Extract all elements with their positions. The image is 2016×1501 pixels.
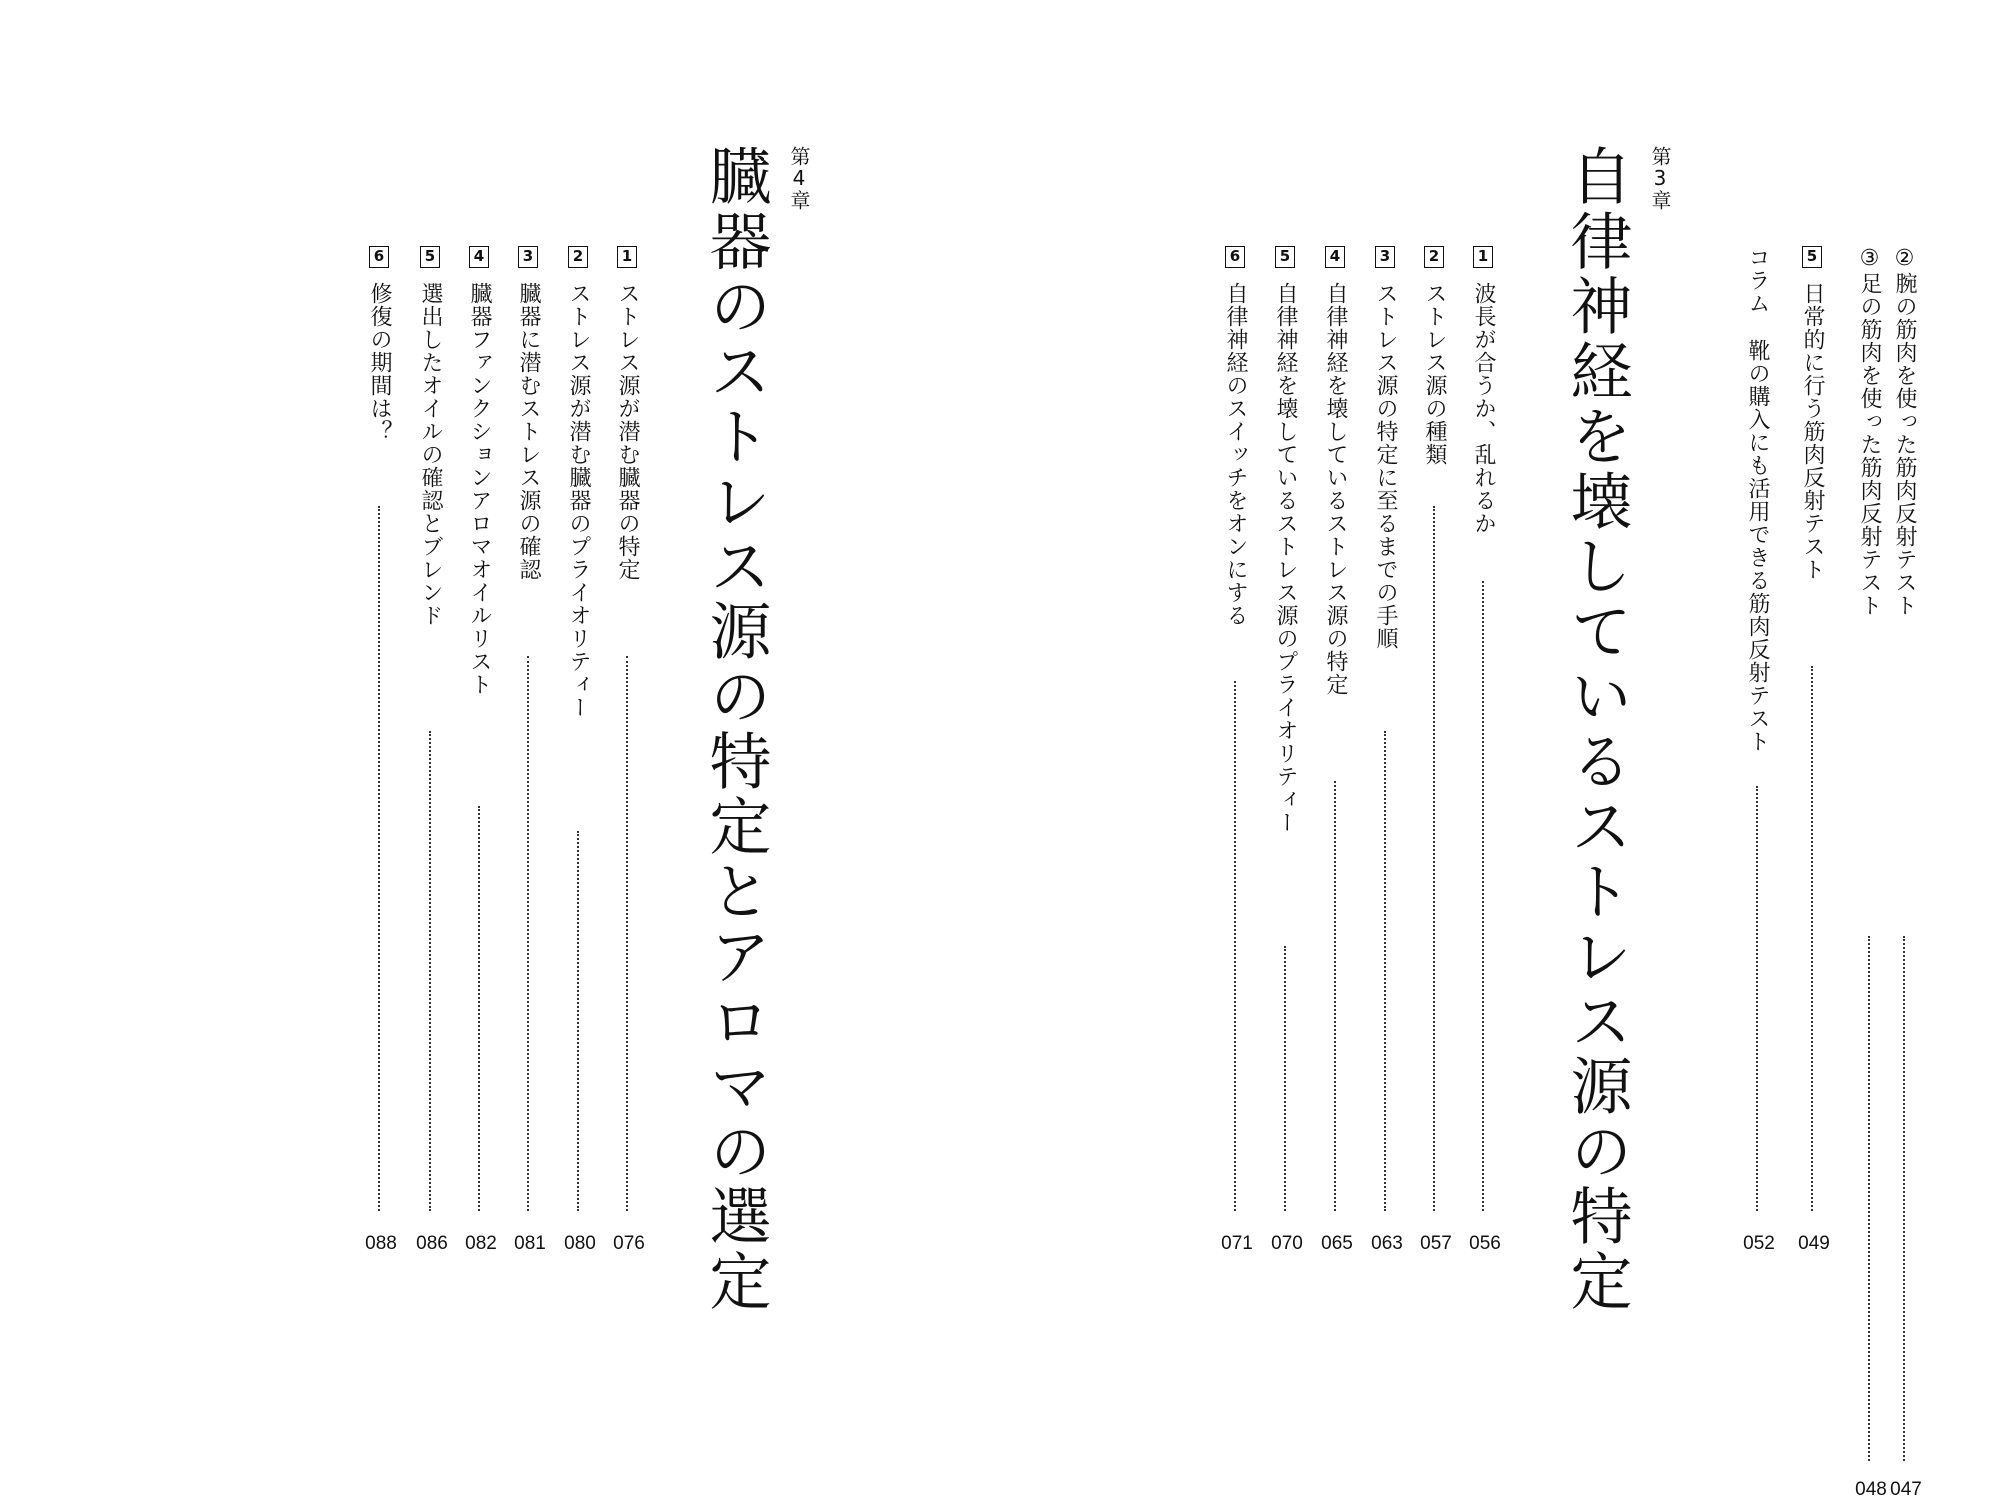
section-number-badge: 6	[1225, 246, 1245, 268]
toc-entry-text: 自律神経を壊しているストレス源の特定	[1323, 282, 1348, 696]
leader-dots	[1284, 946, 1286, 1211]
section-number-badge: 6	[369, 246, 389, 268]
section-number-badge: 3	[1375, 246, 1395, 268]
toc-entry-text: 臓器に潜むストレス源の確認	[516, 282, 541, 581]
leader-dots	[626, 656, 628, 1211]
toc-entry-text: ストレス源の種類	[1422, 282, 1447, 466]
chapter-label: 第3章	[1648, 146, 1672, 210]
section-number-badge: 2	[1424, 246, 1444, 268]
toc-page-number: 065	[1321, 1233, 1353, 1254]
leader-dots	[1868, 936, 1870, 1461]
leader-dots	[378, 506, 380, 1211]
toc-page-number: 086	[416, 1233, 448, 1254]
toc-page-number: 076	[613, 1233, 645, 1254]
leader-dots	[1384, 731, 1386, 1211]
toc-page-number: 049	[1798, 1233, 1830, 1254]
chapter-label: 第4章	[787, 146, 811, 210]
section-number-badge: 2	[568, 246, 588, 268]
section-number-badge: 4	[469, 246, 489, 268]
leader-dots	[1811, 666, 1813, 1211]
toc-page-number: 080	[564, 1233, 596, 1254]
leader-dots	[577, 831, 579, 1211]
toc-entry-text: 日常的に行う筋肉反射テスト	[1800, 282, 1825, 581]
toc-entry-text: ②腕の筋肉を使った筋肉反射テスト	[1892, 246, 1917, 617]
toc-entry-text: 波長が合うか、乱れるか	[1471, 282, 1496, 535]
toc-page-number: 056	[1469, 1233, 1501, 1254]
leader-dots	[527, 656, 529, 1211]
leader-dots	[1433, 506, 1435, 1211]
toc-page-number: 071	[1221, 1233, 1253, 1254]
leader-dots	[1482, 581, 1484, 1211]
leader-dots	[478, 806, 480, 1211]
chapter-title: 自律神経を壊しているストレス源の特定	[1560, 144, 1633, 1314]
toc-page-number: 047	[1890, 1479, 1922, 1500]
section-number-badge: 5	[1275, 246, 1295, 268]
leader-dots	[1334, 781, 1336, 1211]
toc-page-number: 081	[514, 1233, 546, 1254]
toc-entry-text: 自律神経のスイッチをオンにする	[1223, 282, 1248, 627]
toc-entry-text: ストレス源の特定に至るまでの手順	[1373, 282, 1398, 650]
leader-dots	[429, 731, 431, 1211]
section-number-badge: 5	[1802, 246, 1822, 268]
leader-dots	[1756, 786, 1758, 1211]
section-number-badge: 4	[1325, 246, 1345, 268]
toc-entry-text: ストレス源が潜む臓器の特定	[615, 282, 640, 581]
toc-entry-text: ③足の筋肉を使った筋肉反射テスト	[1857, 246, 1882, 617]
section-number-badge: 3	[518, 246, 538, 268]
toc-entry-text: 臓器ファンクションアロマオイルリスト	[467, 282, 492, 696]
leader-dots	[1903, 936, 1905, 1461]
toc-entry-text: 靴の購入にも活用できる筋肉反射テスト	[1745, 339, 1770, 753]
section-number-badge: 1	[1473, 246, 1493, 268]
toc-page-number: 088	[365, 1233, 397, 1254]
toc-page-number: 082	[465, 1233, 497, 1254]
column-label: コラム	[1745, 246, 1770, 315]
toc-page-number: 052	[1743, 1233, 1775, 1254]
toc-page-number: 063	[1371, 1233, 1403, 1254]
section-number-badge: 5	[420, 246, 440, 268]
toc-page-number: 057	[1420, 1233, 1452, 1254]
toc-entry-text: 修復の期間は？	[367, 282, 392, 443]
toc-entry-text: ストレス源が潜む臓器のプライオリティー	[566, 282, 591, 719]
chapter-title: 臓器のストレス源の特定とアロマの選定	[699, 144, 772, 1314]
toc-page-number: 070	[1271, 1233, 1303, 1254]
leader-dots	[1234, 681, 1236, 1211]
toc-page-number: 048	[1855, 1479, 1887, 1500]
toc-entry-text: 自律神経を壊しているストレス源のプライオリティー	[1273, 282, 1298, 834]
section-number-badge: 1	[617, 246, 637, 268]
toc-entry-text: 選出したオイルの確認とブレンド	[418, 282, 443, 627]
